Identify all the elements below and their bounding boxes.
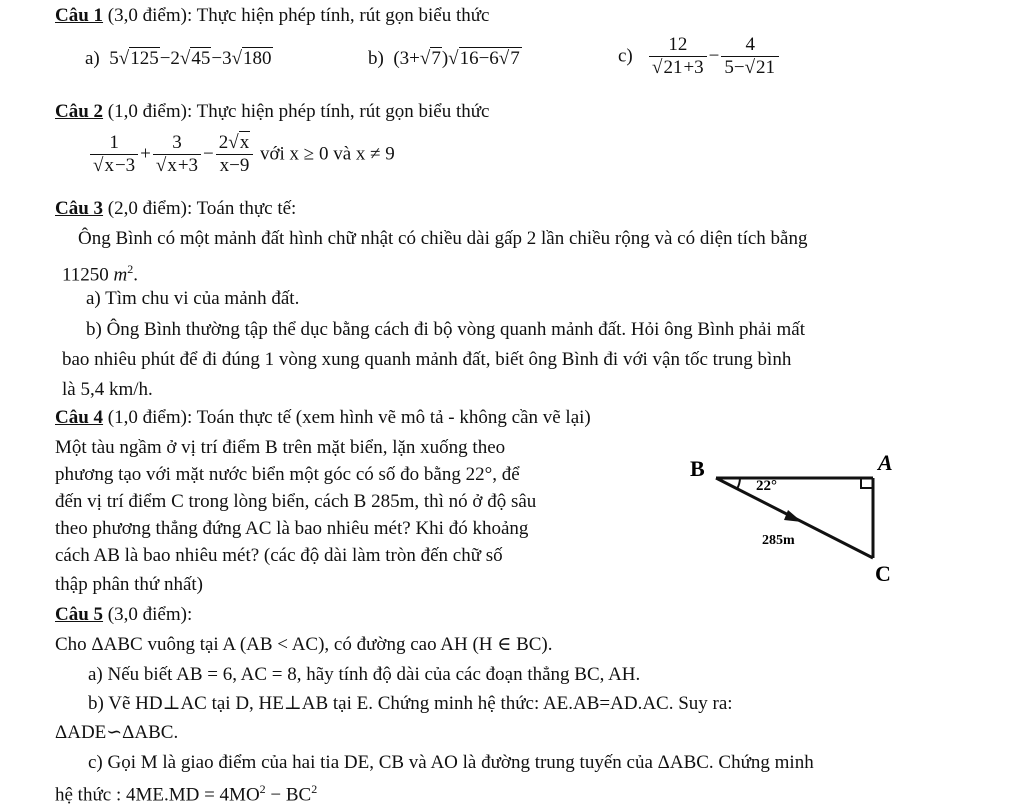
q2-head-text: (1,0 điểm): Thực hiện phép tính, rút gọn biểu thức xyxy=(103,101,490,122)
q2-num1: 1 xyxy=(90,132,138,155)
q2-den1-tail: −3 xyxy=(114,155,136,176)
q5-intro: Cho ΔABC vuông tại A (AB < AC), có đường cao AH (H ∈ BC). xyxy=(55,634,553,655)
q2-label: Câu 2 xyxy=(55,101,104,122)
q1b-mid: ) xyxy=(441,48,449,69)
q1c-expression xyxy=(618,34,781,79)
q4-line-5: cách AB là bao nhiêu mét? (các độ dài làm tròn đến chữ số xyxy=(55,545,503,566)
q5-part-a: a) Nếu biết AB = 6, AC = 8, hãy tính độ dài của các đoạn thẳng BC, AH. xyxy=(88,664,641,685)
q1b-rad2: 7 xyxy=(510,48,520,69)
q2-num3-pre: 2 xyxy=(218,132,229,153)
q1a-rad2: 45 xyxy=(191,48,211,69)
q1a-label: a) xyxy=(85,48,100,69)
q5-heading xyxy=(55,603,192,627)
q5-part-c-line2 xyxy=(55,777,317,807)
q1-heading xyxy=(55,4,490,28)
angle-label: 22° xyxy=(756,478,777,494)
q2-den3: x−9 xyxy=(219,155,250,176)
q1b-pre: (3+ xyxy=(393,48,420,69)
q2-rad1: x xyxy=(104,155,114,176)
q3-part-b-line3: là 5,4 km/h. xyxy=(62,379,153,400)
q5-c2-exp2: 2 xyxy=(311,782,318,796)
q1c-rad1: 21 xyxy=(663,57,683,78)
point-b-label: B xyxy=(690,456,705,481)
q4-line-2: phương tạo với mặt nước biển một góc có số đo bằng 22°, để xyxy=(55,464,520,485)
q1c-rad2: 21 xyxy=(756,57,776,78)
q2-frac1: $\frac{1}{√x-3}$ xyxy=(90,132,138,177)
q3-head-text: (2,0 điểm): Toán thực tế: xyxy=(103,198,297,219)
q5-c2-exp1: 2 xyxy=(259,782,266,796)
q1b-rad-a: 16−6 xyxy=(459,48,499,69)
q1a-op1: −2 xyxy=(159,48,180,69)
q1a-expression: a) 5√125−2√45−3√180 xyxy=(85,48,272,69)
q1-label: Câu 1 xyxy=(55,5,104,26)
q3-area-line xyxy=(62,257,138,287)
q1-head-text: (3,0 điểm): Thực hiện phép tính, rút gọn biểu thức xyxy=(103,5,490,26)
q3-unit: m xyxy=(113,264,128,286)
q3-part-b-line1: b) Ông Bình thường tập thể dục bằng cách đi bộ vòng quanh mảnh đất. Hỏi ông Bình phải mất xyxy=(86,319,806,340)
q5-c2-pre: hệ thức : 4ME.MD = 4MO xyxy=(55,784,260,806)
q4-line-4: theo phương thẳng đứng AC là bao nhiêu mét? Khi đó khoảng xyxy=(55,518,529,539)
q1b-rad1: 7 xyxy=(431,48,441,69)
q4-line-6: thập phân thứ nhất) xyxy=(55,574,204,595)
q3-part-b-line2: bao nhiêu phút để đi đúng 1 vòng xung quanh mảnh đất, biết ông Bình đi với vận tốc trung bình xyxy=(62,349,792,370)
q1c-op: − xyxy=(708,45,720,67)
q1a-coef1: 5 xyxy=(109,48,119,69)
point-a-label: A xyxy=(878,450,893,475)
q3-heading xyxy=(55,197,296,221)
q3-unit-exp: 2 xyxy=(127,262,134,276)
q2-num2: 3 xyxy=(153,132,201,155)
q1a-rad1: 125 xyxy=(130,48,159,69)
q2-rad2: x xyxy=(167,155,177,176)
q1c-den1-tail: +3 xyxy=(683,57,704,78)
q3-area: 11250 xyxy=(62,264,109,286)
q2-num3-rad: x xyxy=(239,132,250,153)
q4-triangle-figure xyxy=(680,448,910,588)
q4-label: Câu 4 xyxy=(55,407,104,428)
angle-arc xyxy=(737,478,740,489)
q2-den2-tail: +3 xyxy=(177,155,199,176)
q1a-rad3: 180 xyxy=(243,48,272,69)
point-c-label: C xyxy=(875,561,891,586)
q3-part-a: a) Tìm chu vi của mảnh đất. xyxy=(86,288,300,309)
q2-heading xyxy=(55,100,490,124)
q4-head-text: (1,0 điểm): Toán thực tế (xem hình vẽ mô tả - không cần vẽ lại) xyxy=(103,407,591,428)
q4-line-1: Một tàu ngầm ở vị trí điểm B trên mặt biển, lặn xuống theo xyxy=(55,437,506,458)
q4-heading xyxy=(55,406,591,430)
q5-label: Câu 5 xyxy=(55,604,104,625)
q1c-frac2: $\frac{4}{5-√21}$ xyxy=(721,34,779,79)
q5-part-c-line1: c) Gọi M là giao điểm của hai tia DE, CB và AO là đường trung tuyến của ΔABC. Chứng minh xyxy=(88,752,814,773)
q4-line-3: đến vị trí điểm C trong lòng biển, cách B 285m, thì nó ở độ sâu xyxy=(55,491,537,512)
q1c-label: c) xyxy=(618,45,633,67)
q5-part-b-line1: b) Vẽ HD⊥AC tại D, HE⊥AB tại E. Chứng minh hệ thức: AE.AB=AD.AC. Suy ra: xyxy=(88,693,733,714)
q1b-expression: b) (3+√7)√16−6√7 xyxy=(368,48,520,69)
q5-head-text: (3,0 điểm): xyxy=(103,604,193,625)
q2-expression xyxy=(88,132,395,177)
q5-part-b-line2: ΔADE∽ΔABC. xyxy=(55,722,179,743)
q2-condition: với x ≥ 0 và x ≠ 9 xyxy=(259,143,395,165)
q2-minus: − xyxy=(203,143,214,165)
q1c-num2: 4 xyxy=(721,34,779,57)
q1c-num1: 12 xyxy=(649,34,707,57)
q5-c2-mid: − BC xyxy=(265,784,312,806)
q3-label: Câu 3 xyxy=(55,198,104,219)
q2-frac3: $\frac{2√x}{x-9}$ xyxy=(216,132,253,177)
q1c-frac1: $\frac{12}{√21+3}$ xyxy=(649,34,707,79)
q2-frac2: $\frac{3}{√x+3}$ xyxy=(153,132,201,177)
q2-plus: + xyxy=(140,143,151,165)
q1c-den2-head: 5− xyxy=(724,57,745,78)
q1b-label: b) xyxy=(368,48,384,69)
q1a-op2: −3 xyxy=(211,48,232,69)
q3-area-end: . xyxy=(133,264,139,286)
length-label: 285m xyxy=(762,533,795,548)
q3-paragraph-1: Ông Bình có một mảnh đất hình chữ nhật có chiều dài gấp 2 lần chiều rộng và có diện tích bằng xyxy=(78,228,808,249)
direction-arrow-icon xyxy=(784,510,802,522)
